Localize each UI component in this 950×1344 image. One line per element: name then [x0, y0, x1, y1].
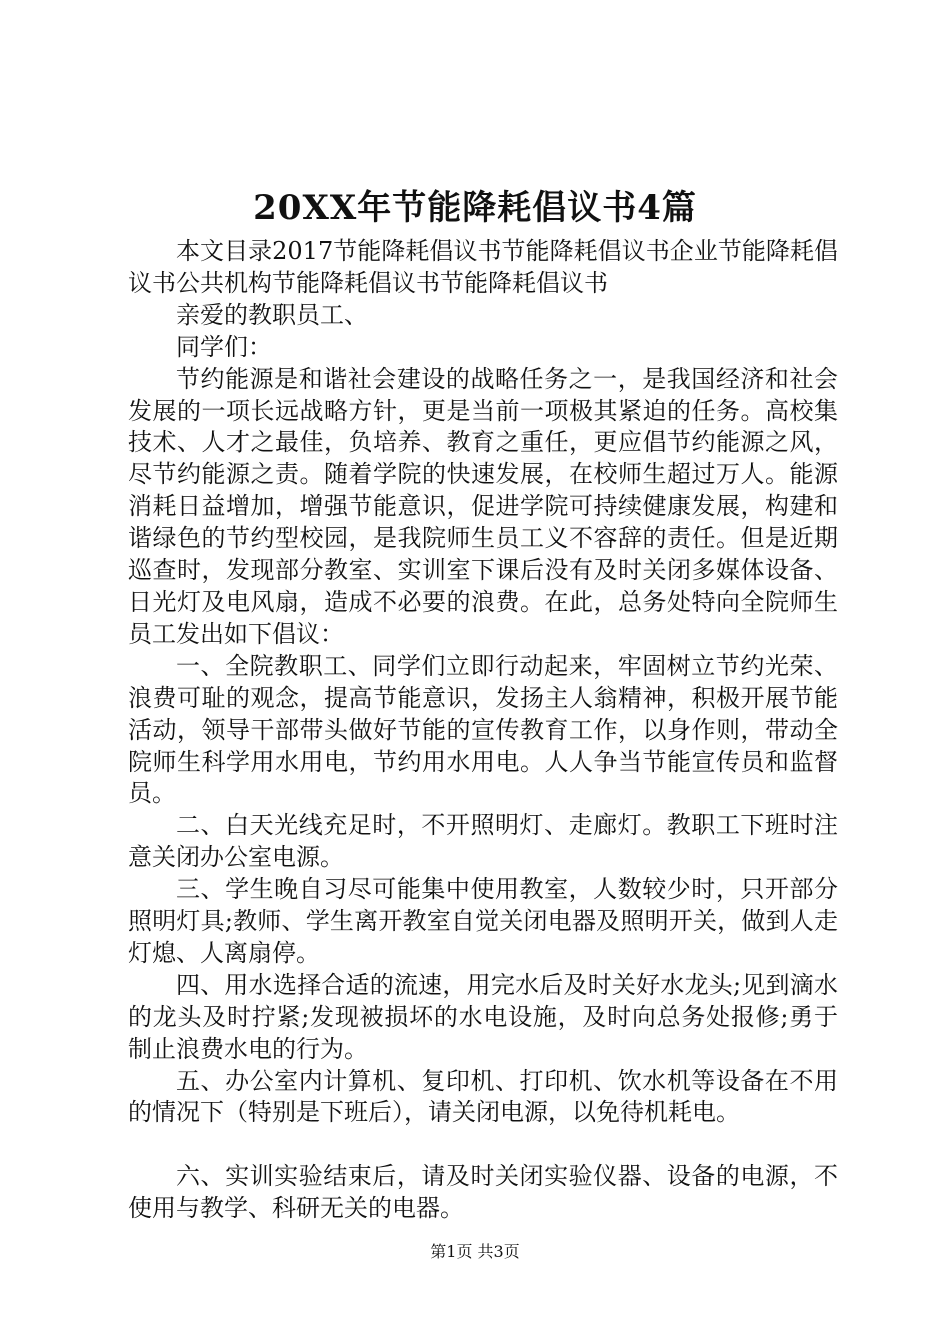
paragraph-table-of-contents: 本文目录2017节能降耗倡议书节能降耗倡议书企业节能降耗倡议书公共机构节能降耗倡议书节能降耗倡议书: [128, 237, 838, 297]
paragraph-item-4: 四、用水选择合适的流速，用完水后及时关好水龙头;见到滴水的龙头及时拧紧;发现被损坏的水电设施，及时向总务处报修;勇于制止浪费水电的行为。: [128, 970, 838, 1063]
paragraph-item-5: 五、办公室内计算机、复印机、打印机、饮水机等设备在不用的情况下（特别是下班后），请关闭电源，以免待机耗电。: [128, 1066, 838, 1127]
paragraph-item-6: 六、实训实验结束后，请及时关闭实验仪器、设备的电源，不使用与教学、科研无关的电器。: [128, 1162, 838, 1223]
paragraph-item-3: 三、学生晚自习尽可能集中使用教室，人数较少时，只开部分照明灯具;教师、学生离开教室自觉关闭电器及照明开关，做到人走灯熄、人离扇停。: [128, 875, 838, 967]
paragraph-introduction: 节约能源是和谐社会建设的战略任务之一，是我国经济和社会发展的一项长远战略方针，更是当前一项极其紧迫的任务。高校集技术、人才之最佳，负培养、教育之重任，更应倡节约能源之风，尽节约能源之责。随着学院的快速发展，在校师生超过万人。能源消耗日益增加，增强节能意识，促进学院可持续健康发展，构建和谐绿色的节约型校园，是我院师生员工义不容辞的责任。但是近期巡查时，发现部分教室、实训室下课后没有及时关闭多媒体设备、日光灯及电风扇，造成不必要的浪费。在此，总务处特向全院师生员工发出如下倡议：: [128, 364, 838, 648]
paragraph-item-1: 一、全院教职工、同学们立即行动起来，牢固树立节约光荣、浪费可耻的观念，提高节能意识，发扬主人翁精神，积极开展节能活动，领导干部带头做好节能的宣传教育工作，以身作则，带动全院师生科学用水用电，节约用水用电。人人争当节能宣传员和监督员。: [128, 651, 838, 808]
paragraph-item-2: 二、白天光线充足时，不开照明灯、走廊灯。教职工下班时注意关闭办公室电源。: [128, 811, 838, 872]
document-body: [128, 236, 838, 1225]
paragraph-salutation-staff: 亲爱的教职员工、: [176, 300, 368, 329]
paragraph-salutation-students: 同学们：: [176, 332, 272, 361]
document-title: 20XX年节能降耗倡议书4篇: [253, 188, 697, 228]
page-footer: 第1页 共3页: [430, 1242, 520, 1261]
